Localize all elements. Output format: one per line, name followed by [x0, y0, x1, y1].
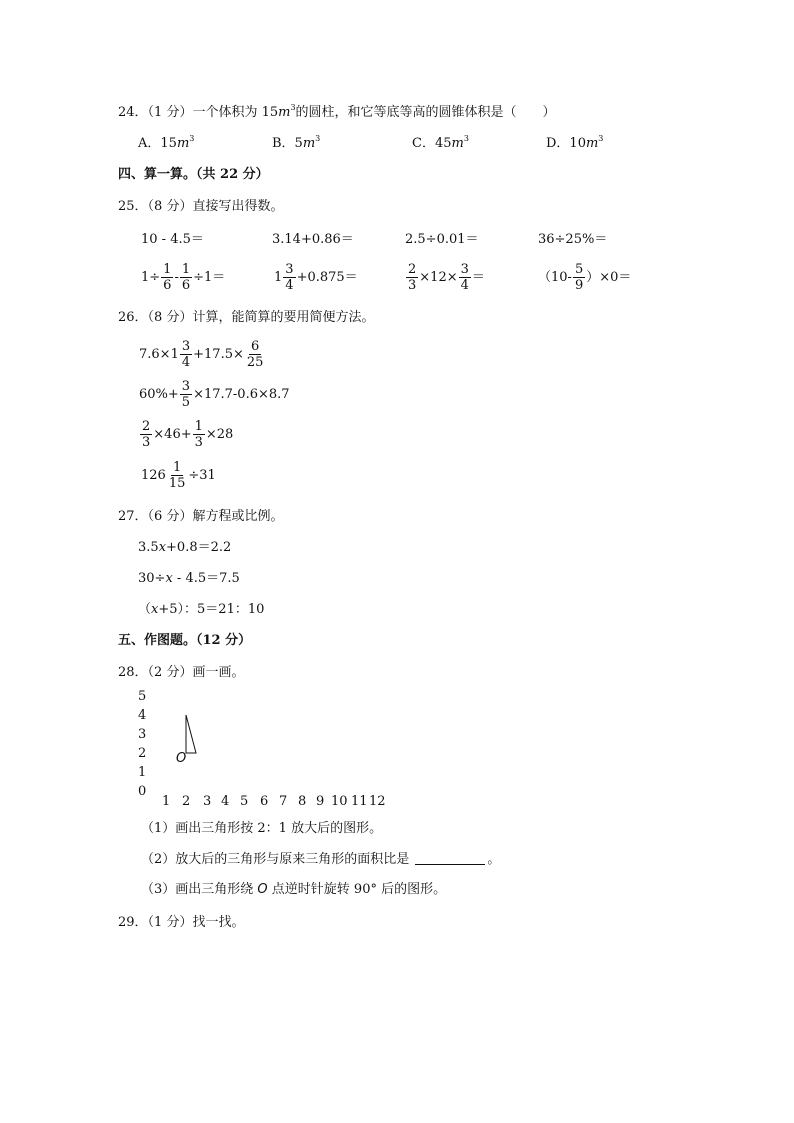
x-tick-label: 2: [182, 794, 191, 809]
q25-item-3: 2.5÷0.01＝: [405, 232, 479, 247]
y-tick-label: 1: [138, 765, 147, 780]
q28-part-3: （3）画出三角形绕 O 点逆时针旋转 90° 后的图形。: [141, 882, 447, 897]
x-tick-label: 9: [316, 794, 325, 809]
origin-label: O: [176, 751, 187, 766]
right-triangle[interactable]: [186, 715, 196, 753]
x-tick-label: 12: [369, 794, 386, 809]
section-5-heading: 五、作图题。（12 分）: [118, 633, 252, 648]
q25-title: 25．（8 分）直接写出得数。: [118, 199, 284, 214]
q25-item-6: 1 $\frac{3}{4}$ +0.875＝: [274, 262, 358, 293]
x-tick-label: 10: [331, 794, 348, 809]
q27-title: 27．（6 分）解方程或比例。: [118, 509, 284, 524]
q25-item-2: 3.14+0.86＝: [272, 232, 354, 247]
y-tick-label: 0: [138, 784, 147, 799]
q24-option-b[interactable]: B．$5m^3$: [272, 134, 321, 151]
q26-title: 26．（8 分）计算，能简算的要用简便方法。: [118, 310, 375, 325]
q24-option-a[interactable]: A．$15m^3$: [138, 134, 195, 151]
x-tick-label: 5: [240, 794, 249, 809]
answer-blank[interactable]: [415, 852, 485, 865]
q25-item-4: 36÷25%＝: [538, 232, 608, 247]
y-tick-label: 5: [138, 689, 147, 704]
q28-part-2: （2）放大后的三角形与原来三角形的面积比是 。: [141, 852, 501, 867]
y-tick-label: 4: [138, 708, 147, 723]
q25-item-7: $\frac{2}{3}$ ×12× $\frac{3}{4}$ ＝: [408, 262, 485, 293]
q26-expr-2: 60%+ $\frac{3}{5}$ ×17.7-0.6×8.7: [139, 379, 290, 410]
q27-equation-1: 3.5x+0.8＝2.2: [138, 540, 232, 555]
x-tick-label: 3: [203, 794, 212, 809]
q29-title: 29．（1 分）找一找。: [118, 915, 245, 930]
y-tick-label: 2: [138, 746, 147, 761]
x-tick-label: 11: [351, 794, 368, 809]
y-tick-label: 3: [138, 727, 147, 742]
x-tick-label: 6: [260, 794, 269, 809]
q27-equation-3: （x+5）：5＝21：10: [138, 602, 265, 617]
q24-option-c[interactable]: C．$45m^3$: [412, 134, 469, 151]
q25-item-1: 10 - 4.5＝: [141, 232, 204, 247]
q25-item-8: （10- $\frac{5}{9}$ ）×0＝: [538, 262, 632, 293]
x-tick-label: 1: [162, 794, 171, 809]
q26-expr-3: $\frac{2}{3}$ ×46+ $\frac{1}{3}$ ×28: [142, 419, 234, 450]
q28-title: 28．（2 分）画一画。: [118, 665, 245, 680]
q24-stem: 24．（1 分）一个体积为 $15m^3$的圆柱，和它等底等高的圆锥体积是（ ）: [118, 103, 556, 120]
q26-expr-1: 7.6× 1 $\frac{3}{4}$ +17.5× $\frac{6}{25}$: [139, 339, 264, 370]
q28-part-1: （1）画出三角形按 2：1 放大后的图形。: [141, 821, 383, 836]
section-4-heading: 四、算一算。（共 22 分）: [118, 167, 269, 182]
q24-option-d[interactable]: D．$10m^3$: [546, 134, 604, 151]
x-tick-label: 4: [221, 794, 230, 809]
q26-expr-4: 126 $\frac{1}{15}$ ÷31: [141, 460, 216, 491]
x-tick-label: 7: [279, 794, 288, 809]
q27-equation-2: 30÷x - 4.5＝7.5: [138, 571, 240, 586]
q25-item-5: 1÷ $\frac{1}{6}$ - $\frac{1}{6}$ ÷1＝: [141, 262, 226, 293]
x-tick-label: 8: [298, 794, 307, 809]
